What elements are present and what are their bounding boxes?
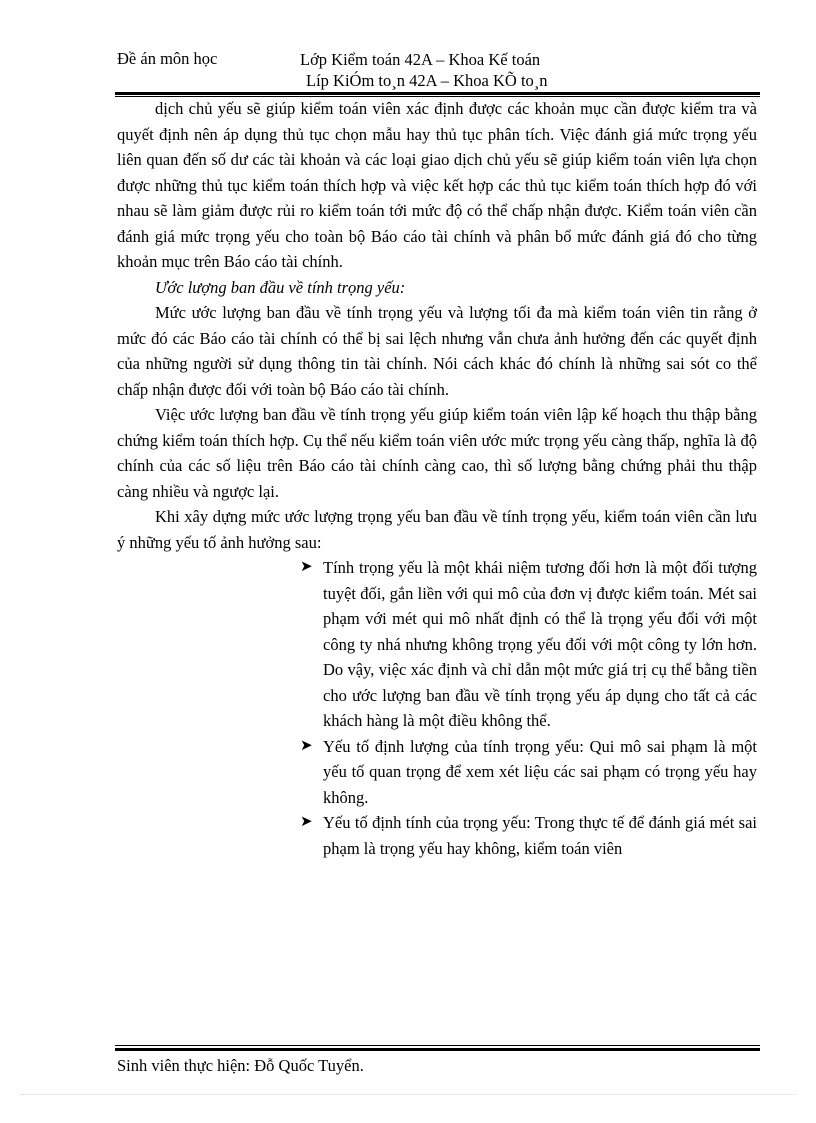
arrow-bullet-icon: ➤ [300, 814, 313, 830]
header-course-label: Đề án môn học [117, 49, 218, 68]
footer-rule-thick [115, 1048, 760, 1051]
factor-list [300, 555, 757, 861]
paragraph-4: Khi xây dựng mức ước lượng trọng yếu ban đầu về tính trọng yếu, kiểm toán viên cần lưu ý những yếu tố ảnh hưởng sau: [117, 507, 757, 552]
list-item [300, 810, 757, 861]
section-subheading: Ước lượng ban đầu về tính trọng yếu: [155, 277, 406, 297]
list-item [300, 555, 757, 734]
footer-rule-thin [115, 1045, 760, 1046]
document-body [117, 96, 757, 861]
arrow-bullet-icon: ➤ [300, 737, 313, 754]
paragraph-3: Việc ước lượng ban đầu về tính trọng yếu giúp kiểm toán viên lập kế hoạch thu thập bằng chứng kiểm toán thích hợp. Cụ thể nếu kiểm toán viên ước mức trọng yếu càng thấp, nghĩa là độ chính của các số liệu trên Báo cáo tài chính càng cao, thì số lượng bằng chứng phải thu thập càng nhiều và ngược lại. [117, 405, 757, 501]
header-class-line-garbled: Líp KiÓm to¸n 42A – Khoa KÕ to¸n [306, 71, 548, 90]
page-edge-divider [20, 1094, 796, 1095]
header-rule-thick [115, 92, 760, 95]
list-item-text: Yếu tố định tính của trọng yếu: Trong thực tế để đánh giá mét sai phạm là trọng yếu hay không, kiểm toán viên [323, 813, 757, 858]
list-item [300, 734, 757, 811]
list-item-text: Yếu tố định lượng của tính trọng yếu: Qui mô sai phạm là một yếu tố quan trọng để xem xét liệu các sai phạm có trọng yếu hay không. [323, 736, 757, 807]
header-class-info [300, 49, 548, 91]
arrow-bullet-icon: ➤ [300, 559, 313, 575]
footer-author: Sinh viên thực hiện: Đỗ Quốc Tuyển. [117, 1056, 364, 1075]
paragraph-2: Mức ước lượng ban đầu về tính trọng yếu và lượng tối đa mà kiểm toán viên tin rằng ở mức đó các Báo cáo tài chính có thể bị sai lệch nhưng vẫn chưa ảnh hưởng đến các quyết định của những người sử dụng thông tin tài chính. Nói cách khác đó chính là những sai sót co thể chấp nhận được đối với toàn bộ Báo cáo tài chính. [117, 303, 757, 399]
header-class-line: Lớp Kiểm toán 42A – Khoa Kế toán [300, 50, 541, 69]
list-item-text: Tính trọng yếu là một khái niệm tương đối hơn là một đối tượng tuyệt đối, gắn liền với qui mô của đơn vị được kiểm toán. Mét sai phạm với mét qui mô nhất định có thể là trọng yếu đối với một công ty nhá nhưng không trọng yếu đối với một công ty lớn hơn. Do vậy, việc xác định và chỉ dẫn một mức giá trị cụ thể bằng tiền cho ước lượng ban đầu về tính trọng yếu áp dụng cho tất cả các khách hàng là một điều không thể. [323, 558, 757, 730]
paragraph-1: dịch chủ yếu sẽ giúp kiểm toán viên xác định được các khoản mục cần được kiểm tra và quyết định nên áp dụng thủ tục chọn mẫu hay thủ tục phân tích. Việc đánh giá mức trọng yếu liên quan đến số dư các tài khoản và các loại giao dịch chủ yếu sẽ giúp kiểm toán viên lựa chọn được những thủ tục kiểm toán thích hợp và việc kết hợp các thủ tục kiểm toán thích hợp đó với nhau sẽ làm giảm được rủi ro kiểm toán tới mức độ có thể chấp nhận được. Kiểm toán viên cần đánh giá mức trọng yếu cho toàn bộ Báo cáo tài chính và phân bổ mức đánh giá đó cho từng khoản mục trên Báo cáo tài chính. [117, 99, 757, 271]
